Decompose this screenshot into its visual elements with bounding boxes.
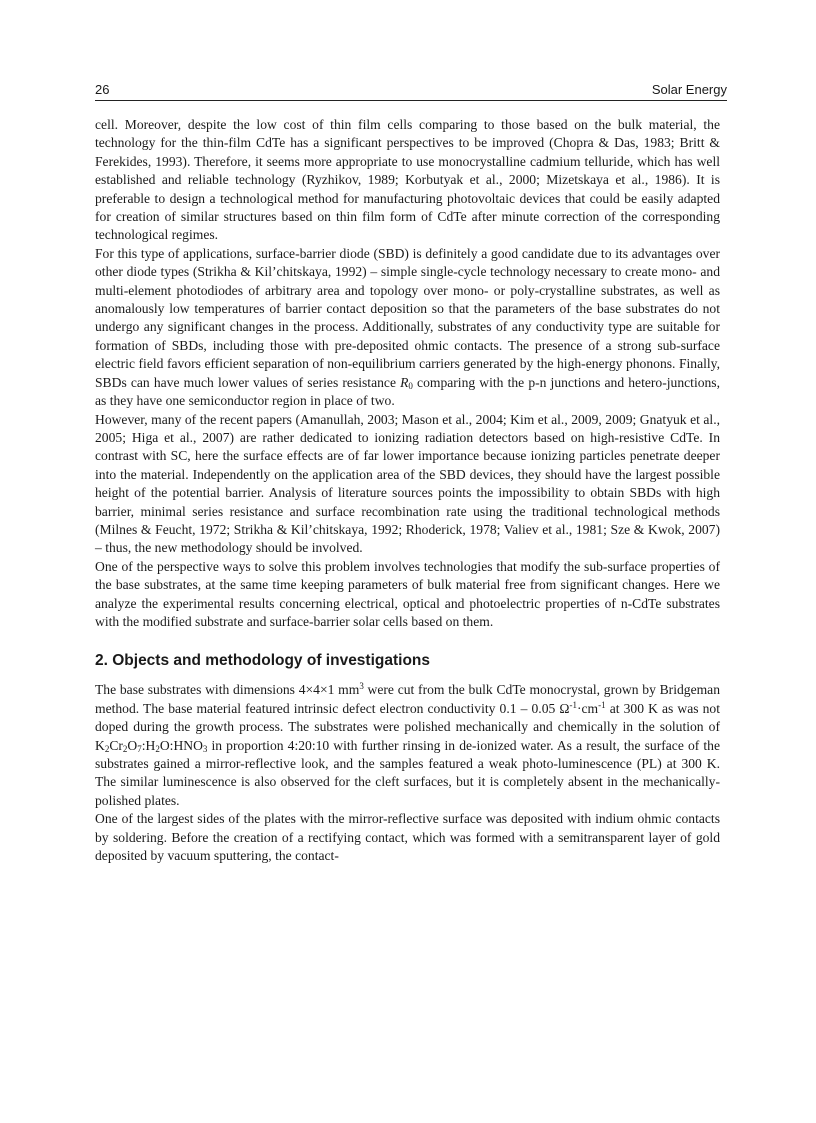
s1-text-h: :H [141, 737, 156, 753]
section-paragraph-2: One of the largest sides of the plates with the mirror-reflective surface was deposited with indium ohmic contacts by soldering. Before the creation of a rectifying contact, which was formed with a semitransparent layer of gold deposited by vacuum sputtering, the contact- [95, 811, 720, 864]
s1-text-e: O:HNO [159, 737, 203, 753]
s1-sup-minus1-b: -1 [598, 699, 606, 710]
paragraph-2 [95, 245, 720, 411]
s1-text-o: O [127, 737, 138, 753]
s1-text-cr: Cr [109, 737, 123, 753]
s1-sub-3: 3 [202, 743, 208, 754]
page-header [95, 80, 727, 101]
s1-text-b: were cut from the bulk CdTe monocrystal, grown by Bridgeman method. The base material featured intrinsic defect electron conductivity 0.1 – 0.05 Ω [95, 682, 721, 716]
paragraph-3: However, many of the recent papers (Amanullah, 2003; Mason et al., 2004; Kim et al., 2009, 2009; Gnatyuk et al., 2005; Higa et al., 2007) are rather dedicated to ionizing radiation detectors based on high-resistive CdTe. In contrast with SC, here the surface effects are of far lower importance because ionizing particles penetrate deeper into the material. Independently on the application area of the SBD devices, they should have the largest possible height of the potential barrier. Analysis of literature sources points the impossibility to obtain SBDs with high barrier, minimal series resistance and surface recombination rate using the traditional technological methods (Milnes & Feucht, 1972; Strikha & Kil’chitskaya, 1992; Rhoderick, 1978; Valiev et al., 1981; Sze & Kwok, 2007) – thus, the new methodology should be involved. [95, 411, 720, 556]
series-resistance-symbol: R [400, 374, 409, 390]
s1-text-a: The base substrates with dimensions 4×4×1 mm [95, 682, 360, 698]
s1-sub-2a: 2 [104, 743, 110, 754]
s1-text-c: ·cm [576, 700, 599, 716]
paragraph-2-text-b: comparing with the p-n junctions and hetero-junctions, as they have one semiconductor region in place of two. [95, 374, 720, 409]
series-resistance-subscript: 0 [408, 380, 413, 391]
section-heading: 2. Objects and methodology of investigations [95, 652, 431, 670]
page-number: 26 [95, 82, 110, 97]
paragraph-4: One of the perspective ways to solve this problem involves technologies that modify the sub-surface properties of the base substrates, at the same time keeping parameters of bulk material free from significant changes. Here we analyze the experimental results concerning electrical, optical and photoelectric properties of n-CdTe substrates with the modified substrate and surface-barrier solar cells based on them. [95, 558, 720, 629]
s1-text-d: at 300 K as was not doped during the growth process. The substrates were polished mechanically and chemically in the solution of K [95, 700, 720, 753]
s1-sub-2c: 2 [155, 743, 160, 754]
body-text [95, 116, 720, 865]
s1-sub-7: 7 [137, 743, 142, 754]
s1-sup-3: 3 [359, 681, 364, 692]
paragraph-2-text-a: For this type of applications, surface-barrier diode (SBD) is definitely a good candidate due to its advantages over other diode types (Strikha & Kil’chitskaya, 1992) – simple single-cycle technology necessary to create mono- and multi-element photodiodes of arbitrary area and topology over mono- or poly-crystalline substrates, as well as anomalously low temperatures of barrier contact deposition so that the parameters of the base substrates do not undergo any significant changes in the process. Additionally, substrates of any conductivity type are suitable for formation of SBDs, including those with pre-deposited ohmic contacts. The presence of a strong sub-surface electric field favors efficient separation of non-equilibrium carriers generated by the high-energy phonons. Finally, SBDs can have much lower values of series resistance [95, 245, 720, 390]
running-title: Solar Energy [651, 82, 727, 97]
section-paragraph-1 [95, 681, 720, 810]
s1-sup-minus1-a: -1 [569, 699, 577, 710]
s1-text-f: in proportion 4:20:10 with further rinsing in de-ionized water. As a result, the surface of the substrates gained a mirror-reflective look, and the samples featured a weak photo-luminescence (PL) at 300 K. The similar luminescence is also observed for the cleft surfaces, but it is completely absent in the mechanically-polished plates. [95, 737, 720, 808]
paragraph-1: cell. Moreover, despite the low cost of thin film cells comparing to those based on the bulk material, the technology for the thin-film CdTe has a significant perspectives to be improved (Chopra & Das, 1983; Britt & Ferekides, 1993). Therefore, it seems more appropriate to use monocrystalline cadmium telluride, which has well established and reliable technology (Ryzhikov, 1989; Korbutyak et al., 2000; Mizetskaya et al., 1986). It is preferable to design a technological method for manufacturing photovoltaic devices that could be easily adapted for creation of similar structures based on thin film form of CdTe after minute correction of the corresponding technological regimes. [95, 117, 720, 243]
s1-sub-2b: 2 [122, 743, 128, 754]
